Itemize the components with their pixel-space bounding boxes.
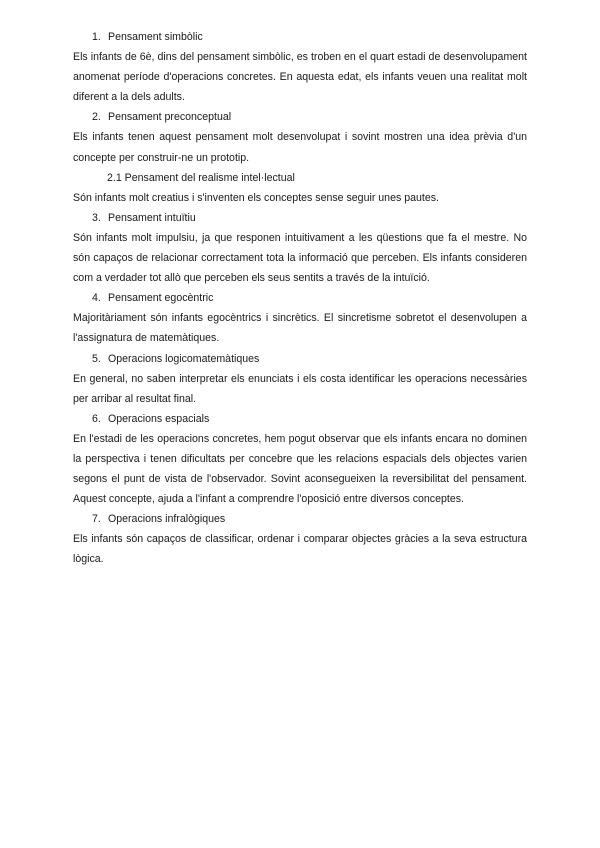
section-title: Pensament preconceptual	[108, 111, 232, 124]
section-number: 6.	[92, 412, 101, 425]
section-title: Pensament simbòlic	[108, 31, 203, 43]
section-heading-2	[73, 107, 527, 127]
document-page	[73, 27, 527, 570]
section-heading-7	[73, 509, 527, 529]
subsection-body-2-1: Són infants molt creatius i s'inventen els conceptes sense seguir unes pautes.	[73, 191, 439, 204]
section-body-5: En general, no saben interpretar els enunciats i els costa identificar les operacions necessàries per arribar al resultat final.	[73, 372, 527, 405]
subsection-heading-2-1: 2.1 Pensament del realisme intel·lectual	[107, 171, 295, 184]
section-title: Operacions logicomatemàtiques	[108, 352, 260, 365]
section-heading-4	[73, 288, 527, 308]
section-number: 1.	[92, 31, 101, 43]
section-body-3: Són infants molt impulsiu, ja que responen intuitivament a les qüestions que fa el mestre. No són capaços de relacionar correctament tota la informació que perceben. Els infants consideren com a verdader tot allò que perceben els seus sentits a través de la intuïció.	[73, 231, 527, 285]
section-title: Operacions espacials	[108, 412, 210, 425]
section-title: Pensament egocèntric	[108, 292, 214, 305]
section-body-6: En l'estadi de les operacions concretes, hem pogut observar que els infants encara no dominen la perspectiva i tenen dificultats per concebre que les relacions espacials dels objectes varien segons el punt de vista de l'observador. Sovint aconsegueixen la reversibilitat del pensament. Aquest concepte, ajuda a l'infant a comprendre l'oposició entre diversos conceptes.	[73, 432, 527, 506]
section-number: 2.	[92, 111, 101, 124]
section-heading-6	[73, 409, 527, 429]
section-number: 4.	[92, 292, 101, 305]
section-heading-3	[73, 208, 527, 228]
section-body-2: Els infants tenen aquest pensament molt desenvolupat i sovint mostren una idea prèvia d'un concepte per construir-ne un prototip.	[73, 131, 527, 164]
section-body-4: Majoritàriament són infants egocèntrics i sincrètics. El sincretisme sobretot el desenvolupen a l'assignatura de matemàtiques.	[73, 312, 527, 345]
section-heading-1	[73, 27, 527, 47]
section-body-1: Els infants de 6è, dins del pensament simbòlic, es troben en el quart estadi de desenvolupament anomenat període d'operacions concretes. En aquesta edat, els infants veuen una realitat molt diferent a la dels adults.	[73, 51, 527, 104]
section-heading-5	[73, 349, 527, 369]
section-title: Operacions infralògiques	[108, 513, 226, 526]
section-title: Pensament intuïtiu	[108, 211, 196, 224]
section-body-7: Els infants són capaços de classificar, ordenar i comparar objectes gràcies a la seva estructura lògica.	[73, 533, 527, 566]
section-number: 3.	[92, 211, 101, 224]
section-number: 7.	[92, 513, 101, 526]
section-number: 5.	[92, 352, 101, 365]
